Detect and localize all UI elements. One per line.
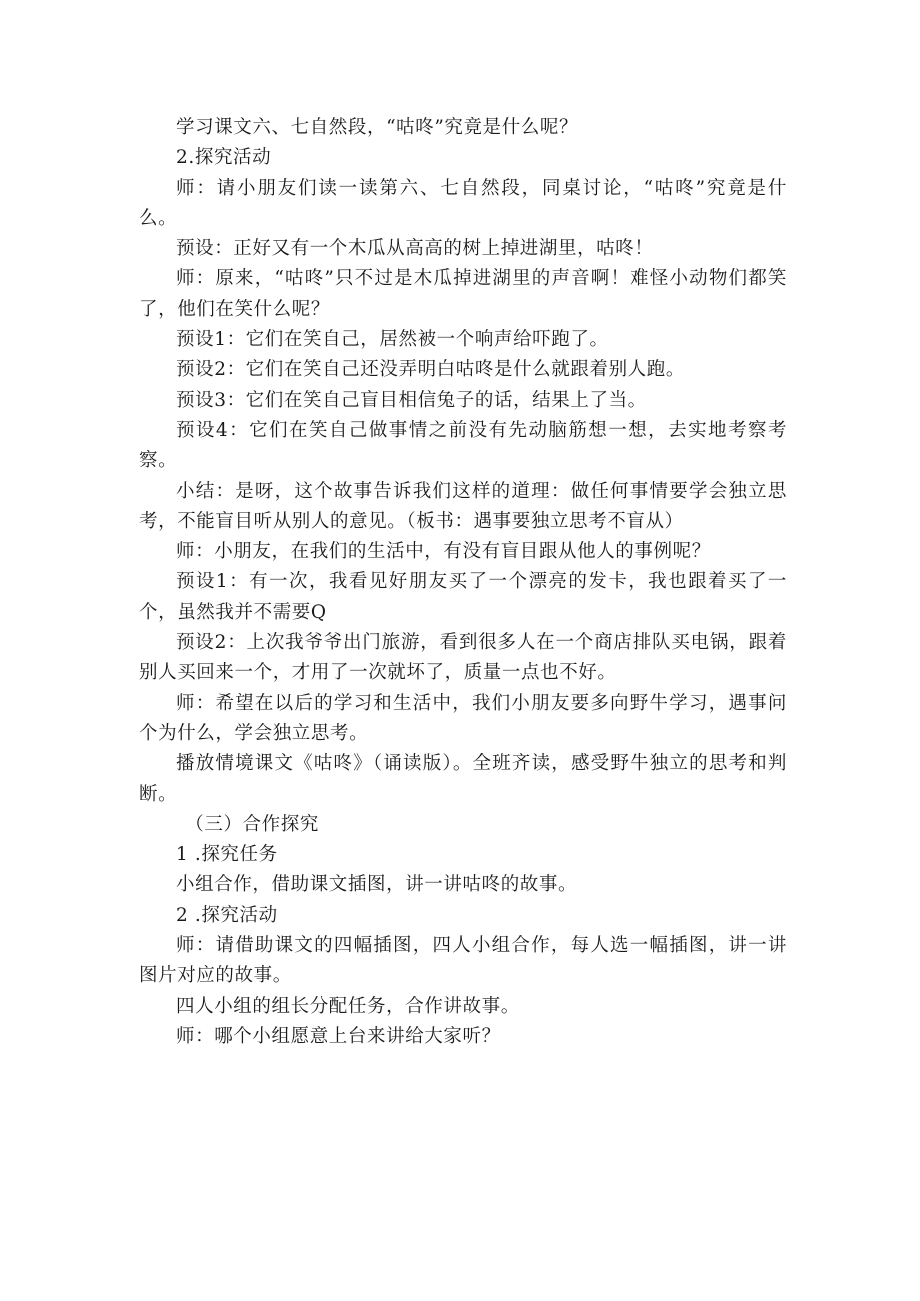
paragraph: 预设2：上次我爷爷出门旅游，看到很多人在一个商店排队买电锅，跟着别人买回来一个，才用了一次就坏了，质量一点也不好。	[139, 632, 787, 684]
paragraph: 预设：正好又有一个木瓜从高高的树上掉进湖里，咕咚！	[176, 238, 654, 260]
paragraph: 2 .探究活动	[176, 904, 278, 926]
document-body	[139, 113, 787, 1052]
paragraph: 预设4：它们在笑自己做事情之前没有先动脑筋想一想，去实地考察考察。	[139, 419, 787, 472]
paragraph: 预设1：它们在笑自己，居然被一个响声给吓跑了。	[176, 329, 609, 351]
paragraph: 师：原来，“咕咚”只不过是木瓜掉进湖里的声音啊！难怪小动物们都笑了，他们在笑什么呢？	[139, 268, 787, 320]
paragraph: 播放情境课文《咕咚》（诵读版）。全班齐读，感受野牛独立的思考和判断。	[139, 753, 787, 805]
paragraph: 师：请小朋友们读一读第六、七自然段，同桌讨论，“咕咚”究竟是什么。	[139, 177, 787, 229]
paragraph: 1 .探究任务	[176, 844, 278, 866]
paragraph: 师：哪个小组愿意上台来讲给大家听？	[176, 1025, 501, 1047]
paragraph: 小结：是呀，这个故事告诉我们这样的道理：做任何事情要学会独立思考，不能盲目听从别人的意见。（板书：遇事要独立思考不盲从）	[139, 480, 787, 532]
paragraph: 预设3：它们在笑自己盲目相信兔子的话，结果上了当。	[176, 389, 647, 411]
paragraph: 四人小组的组长分配任务，合作讲故事。	[176, 995, 520, 1017]
paragraph: 预设1：有一次，我看见好朋友买了一个漂亮的发卡，我也跟着买了一个，虽然我并不需要Q	[139, 571, 787, 623]
paragraph: 小组合作，借助课文插图，讲一讲咕咚的故事。	[176, 874, 578, 896]
paragraph: 2.探究活动	[176, 147, 272, 169]
paragraph: 预设2：它们在笑自己还没弄明白咕咚是什么就跟着别人跑。	[176, 359, 685, 381]
paragraph: 师：希望在以后的学习和生活中，我们小朋友要多向野牛学习，遇事问个为什么，学会独立思考。	[139, 692, 787, 744]
section-heading: （三）合作探究	[185, 813, 319, 835]
paragraph: 学习课文六、七自然段，“咕咚”究竟是什么呢？	[176, 117, 579, 138]
paragraph: 师：请借助课文的四幅插图，四人小组合作，每人选一幅插图，讲一讲图片对应的故事。	[139, 935, 787, 987]
paragraph: 师：小朋友，在我们的生活中，有没有盲目跟从他人的事例呢？	[176, 541, 711, 563]
